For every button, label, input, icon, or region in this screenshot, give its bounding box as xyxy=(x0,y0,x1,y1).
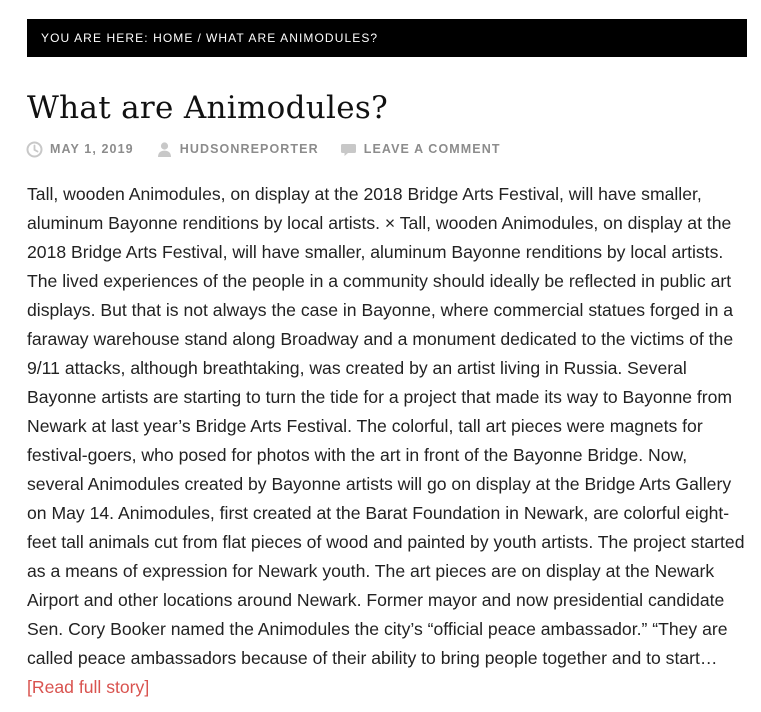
breadcrumb-separator: / xyxy=(197,31,202,45)
leave-comment-link[interactable]: LEAVE A COMMENT xyxy=(363,142,501,156)
read-full-story-link[interactable]: [Read full story] xyxy=(27,677,150,697)
speech-bubble-icon xyxy=(340,141,357,158)
post-title: What are Animodules? xyxy=(27,90,389,126)
breadcrumb xyxy=(27,19,747,57)
clock-icon xyxy=(26,141,43,158)
post-author xyxy=(156,141,319,158)
post-date-text: MAY 1, 2019 xyxy=(50,142,134,156)
breadcrumb-current: WHAT ARE ANIMODULES? xyxy=(205,31,379,45)
breadcrumb-prefix: YOU ARE HERE: xyxy=(41,31,149,45)
breadcrumb-home-link[interactable]: HOME xyxy=(153,31,194,45)
post-comments xyxy=(340,141,501,158)
post-body xyxy=(27,180,745,702)
post-author-link[interactable]: HUDSONREPORTER xyxy=(179,142,319,156)
post-date xyxy=(26,141,134,158)
post-meta xyxy=(26,139,501,159)
post-body-text: Tall, wooden Animodules, on display at the 2018 Bridge Arts Festival, will have smaller, aluminum Bayonne renditions by local artists. × Tall, wooden Animodules, on display at the 2018 Bridge Arts Festival, will have smaller, aluminum Bayonne renditions by local artists. The lived experiences of the people in a community should ideally be reflected in public art displays. But that is not always the case in Bayonne, where commercial statues forged in a faraway warehouse stand along Broadway and a monument dedicated to the victims of the 9/11 attacks, although breathtaking, was created by an artist living in Russia. Several Bayonne artists are starting to turn the tide for a project that made its way to Bayonne from Newark at last year’s Bridge Arts Festival. The colorful, tall art pieces were magnets for festival-goers, who posed for photos with the art in front of the Bayonne Bridge. Now, several Animodules created by Bayonne artists will go on display at the Bridge Arts Gallery on May 14. Animodules, first created at the Barat Foundation in Newark, are colorful eight-feet tall animals cut from flat pieces of wood and painted by youth artists. The project started as a means of expression for Newark youth. The art pieces are on display at the Newark Airport and other locations around Newark. Former mayor and now presidential candidate Sen. Cory Booker named the Animodules the city’s “official peace ambassador.” “They are called peace ambassadors because of their ability to bring people together and to start… xyxy=(27,184,745,668)
user-icon xyxy=(156,141,173,158)
